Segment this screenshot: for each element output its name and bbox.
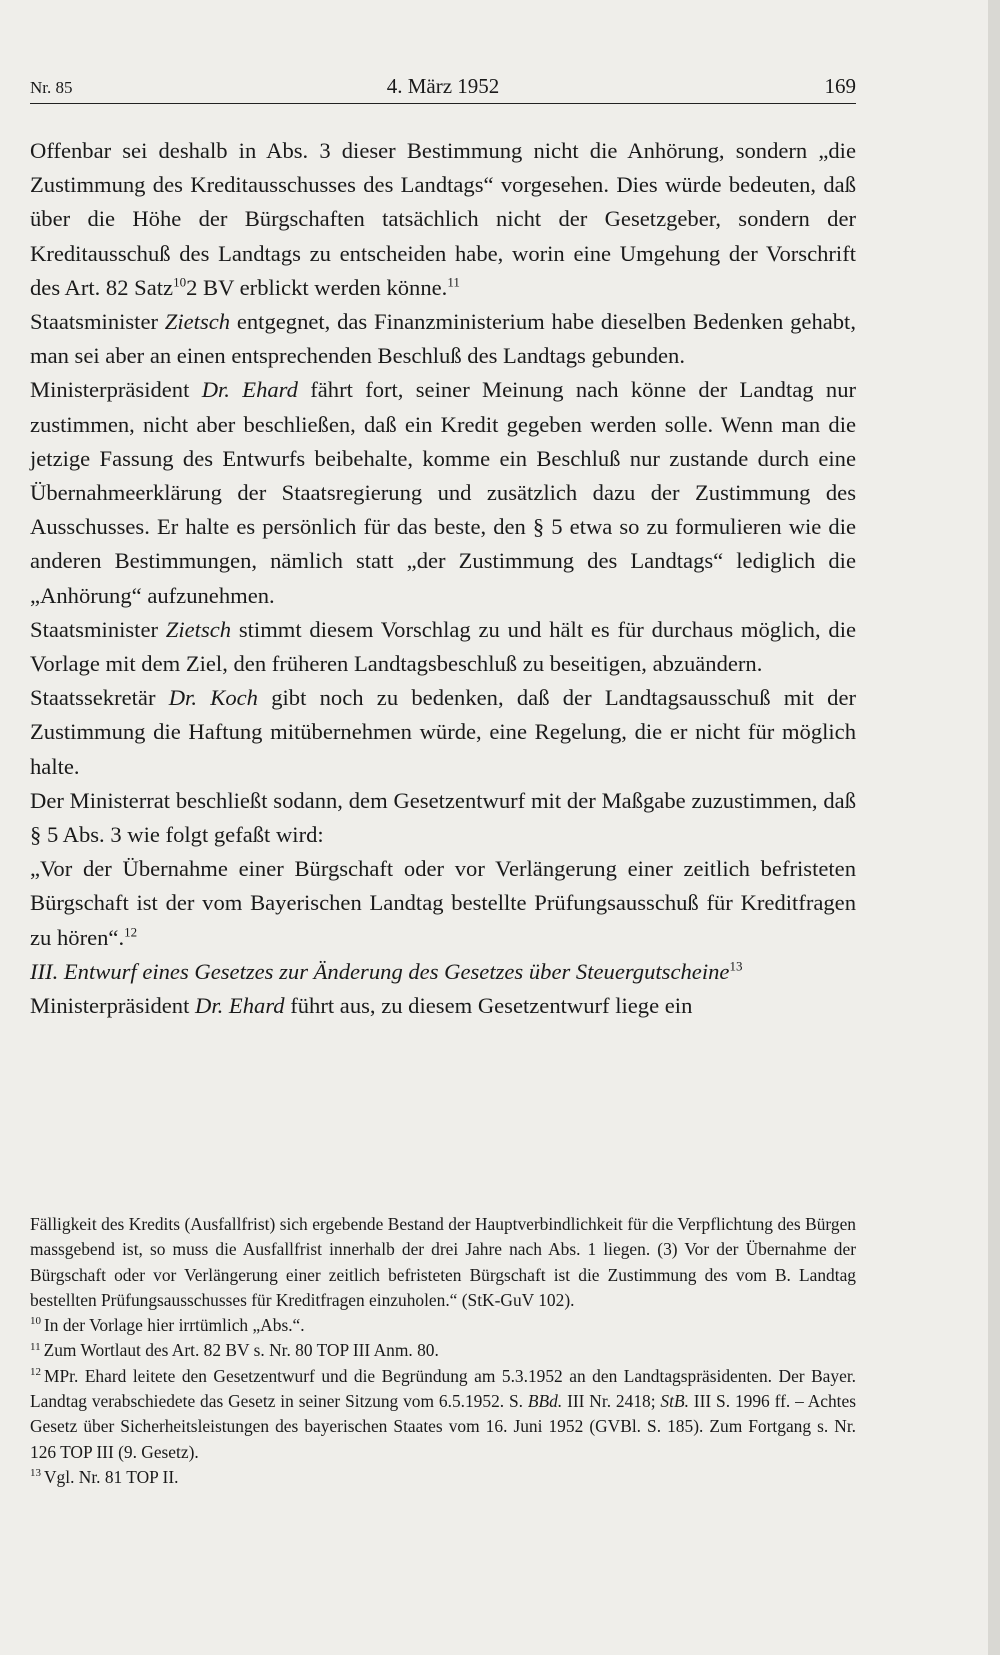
footnote-continuation: Fälligkeit des Kredits (Ausfallfrist) sich ergebende Bestand der Hauptverbindlichkeit für die Verpflichtung des Bürgen massgebend ist, so muss die Ausfallfrist innerhalb der drei Jahre nach Abs. 1 liegen. (3) Vor der Übernahme der Bürgschaft oder vor Verlängerung einer zeitlich befristeten Bürgschaft ist die Zustimmung des vom B. Landtag bestellten Prüfungsausschusses für Kreditfragen einzuholen.“ (StK-GuV 102). xyxy=(30,1214,856,1310)
paragraph: Ministerpräsident Dr. Ehard führt aus, zu diesem Gesetzentwurf liege ein xyxy=(30,993,693,1019)
paragraph: Der Ministerrat beschließt sodann, dem Gesetzentwurf mit der Maßgabe zuzustimmen, daß § 5 Abs. 3 wie folgt gefaßt wird: xyxy=(30,787,856,848)
page-number: 169 xyxy=(824,74,856,98)
paragraph: Staatsminister Zietsch entgegnet, das Finanzministerium habe dieselben Bedenken gehabt, man sei aber an einen entsprechenden Beschluß des Landtags gebunden. xyxy=(30,309,856,369)
speaker-name: Zietsch xyxy=(165,616,232,642)
document-number: Nr. 85 xyxy=(30,78,73,97)
footnote: $^{13}$ Vgl. Nr. 81 TOP II. xyxy=(30,1466,179,1487)
footnote-ref: 10 xyxy=(173,274,187,290)
speaker-name: Dr. Ehard xyxy=(201,377,298,403)
footnote-ref: 13 xyxy=(729,958,743,974)
speaker-name: Dr. Ehard xyxy=(195,993,285,1019)
paragraph: Staatsminister Zietsch stimmt diesem Vorschlag zu und hält es für durchaus möglich, die Vorlage mit dem Ziel, den früheren Landtagsbeschluß zu beseitigen, abzuändern. xyxy=(30,616,856,677)
footnote-ref: 12 xyxy=(124,924,138,940)
header-date: 4. März 1952 xyxy=(386,74,500,98)
page-header xyxy=(30,70,856,100)
section-heading: III. Entwurf eines Gesetzes zur Änderung des Gesetzes über Steuergutscheine$^{13}$ xyxy=(30,958,743,984)
paragraph: Offenbar sei deshalb in Abs. 3 dieser Bestimmung nicht die Anhörung, sondern „die Zustimmung des Kreditausschusses des Landtags“ vorgesehen. Dies würde bedeuten, daß über die Höhe der Bürgschaften tatsächlich nicht der Gesetzgeber, sondern der Kreditausschuß des Landtags zu entscheiden habe, worin eine Umgehung der Vorschrift des Art. 82 Satz$^{10}$2 BV erblickt werden könne.$^{11}$ xyxy=(30,138,856,300)
paragraph: Staatssekretär Dr. Koch gibt noch zu bedenken, daß der Landtagsausschuß mit der Zustimmung die Haftung mitübernehmen würde, eine Regelung, die er nicht für möglich halte. xyxy=(30,685,857,779)
footnote: $^{11}$ Zum Wortlaut des Art. 82 BV s. Nr. 80 TOP III Anm. 80. xyxy=(30,1340,439,1361)
quoted-resolution: „Vor der Übernahme einer Bürgschaft oder vor Verlängerung einer zeitlich befristeten Bürgschaft ist der vom Bayerischen Landtag bestellte Prüfungsausschuß für Kreditfragen zu hören“.$^{12}$ xyxy=(30,856,856,950)
paragraph: Ministerpräsident Dr. Ehard fährt fort, seiner Meinung nach könne der Landtag nur zustimmen, nicht aber beschließen, daß ein Kredit gegeben werden solle. Wenn man die jetzige Fassung des Entwurfs beibehalte, komme ein Beschluß nur zustande durch eine Übernahmeerklärung der Staatsregierung und zusätzlich dazu der Zustimmung des Ausschusses. Er halte es persönlich für das beste, den § 5 etwa so zu formulieren wie die anderen Bestimmungen, nämlich statt „der Zustimmung des Landtags“ lediglich die „Anhörung“ aufzunehmen. xyxy=(30,377,857,608)
footnote: $^{10}$ In der Vorlage hier irrtümlich „Abs.“. xyxy=(30,1315,305,1336)
footnotes xyxy=(30,1212,856,1490)
main-text xyxy=(30,134,856,1023)
speaker-name: Zietsch xyxy=(164,309,231,335)
page-edge xyxy=(988,0,1000,1655)
speaker-name: Dr. Koch xyxy=(168,685,258,711)
header-rule xyxy=(30,103,856,104)
footnote: $^{12}$ MPr. Ehard leitete den Gesetzentwurf und die Begründung am 5.3.1952 an den Landtagspräsidenten. Der Bayer. Landtag verabschiedete das Gesetz in seiner Sitzung vom 6.5.1952. S. BBd. III Nr. 2418; StB. III S. 1996 ff. – Achtes Gesetz über Sicherheitsleistungen des bayerischen Staates vom 16. Juni 1952 (GVBl. S. 185). Zum Fortgang s. Nr. 126 TOP III (9. Gesetz). xyxy=(30,1365,856,1462)
footnote-ref: 11 xyxy=(447,274,460,290)
